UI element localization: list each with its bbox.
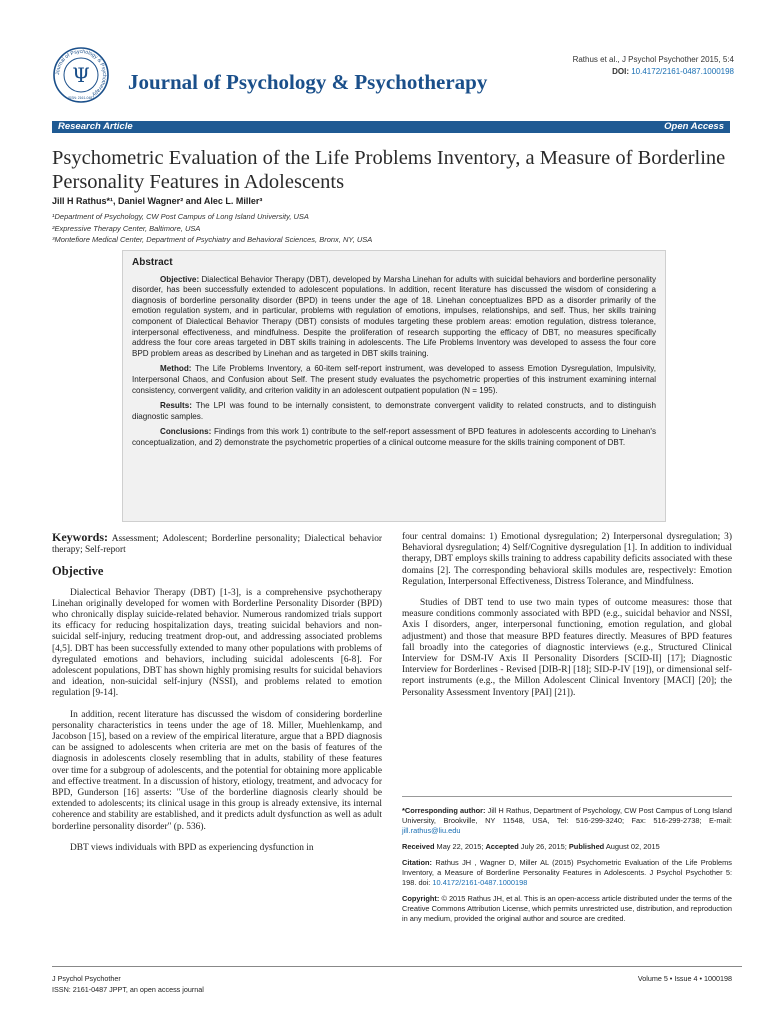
journal-title: Journal of Psychology & Psychotherapy [128, 70, 488, 94]
conclusions-label: Conclusions: [160, 427, 212, 437]
body-right-column [402, 532, 732, 709]
received-label: Received [402, 842, 435, 851]
published-label: Published [568, 842, 605, 851]
article-notes [402, 796, 732, 930]
page-footer [52, 966, 742, 995]
keywords [52, 532, 382, 556]
objective-heading: Objective [52, 564, 104, 579]
footer-volume: Volume 5 • Issue 4 • 1000198 [637, 974, 732, 983]
affiliation: ¹Department of Psychology, CW Post Campus of Long Island University, USA [52, 212, 309, 221]
logo-issn: ISSN: 2161-0487 [67, 96, 95, 100]
journal-header [52, 46, 742, 102]
article-type-banner [52, 121, 730, 133]
affiliations [52, 211, 372, 246]
body-paragraph: In addition, recent literature has discussed the wisdom of considering borderline personality characteristics in teens under the age of 18. Miller, Muehlenkamp, and Jacobson [15], based on a review of the empirical literature, argue that a BPD diagnosis can be assigned to adolescents when criteria are met on the basis of features of the diagnosis in adolescents closely resembling that in adults, stability of these features over time for a subgroup of adolescents, and the potential for obtaining more applicable and effective treatment. In a discussion of history, etiology, treatment, and advocacy for BPD, Gunderson [16] asserts: "Use of the borderline diagnosis clearly should be extended to adolescents; its clinical usage in this group is already extensive, its internal coherence and stability are established, and it predicts adult dysfunction as well as adult borderline personality disorder" (p. 536). [52, 709, 382, 832]
accepted-date: July 26, 2015; [520, 842, 567, 851]
abstract-objective [132, 275, 656, 360]
footer-journal: J Psychol Psychother [52, 974, 121, 983]
method-label: Method: [160, 364, 192, 374]
keywords-label: Keywords: [52, 530, 108, 544]
affiliation: ²Expressive Therapy Center, Baltimore, USA [52, 223, 201, 233]
footer-issn: ISSN: 2161-0487 JPPT, an open access journal [52, 985, 204, 994]
objective-label: Objective: [160, 274, 200, 284]
received-date: May 22, 2015; [436, 842, 484, 851]
research-article-label: Research Article [58, 121, 133, 132]
copyright-label: Copyright: [402, 894, 440, 903]
conclusions-text: Findings from this work 1) contribute to the self-report assessment of BPD features in adolescents according to Linehan's conceptualization, and 2) demonstrate the psychometric properties of a clinical outcome measure for the skills training component of DBT. [132, 427, 657, 447]
body-paragraph: DBT views individuals with BPD as experiencing dysfunction in [70, 842, 314, 853]
doi-link[interactable]: 10.4172/2161-0487.1000198 [631, 67, 734, 76]
journal-logo-icon [52, 46, 110, 104]
logo-ring-text: Journal of Psychology & Psychotherapy [54, 48, 108, 98]
citation-short: Rathus et al., J Psychol Psychother 2015, 5:4 [572, 55, 734, 64]
open-access-label: Open Access [664, 121, 724, 132]
email-link[interactable]: jill.rathus@liu.edu [402, 826, 461, 835]
body-paragraph: Dialectical Behavior Therapy (DBT) [1-3], is a comprehensive psychotherapy Linehan originally developed for women with Borderline Personality Disorder (BPD) who chronically display suicide-related behavior. Numerous randomized trials support its efficacy for reducing hospitalization days, treating suicidal behaviors and non-suicidal self-injury, reducing treatment drop-out, and addressing associated problems [4,5]. DBT has been successfully extended to many other populations with problems of dyregulated emotions and behaviors, including suicidal adolescents [6-8]. For adolescent populations, DBT has shown highly promising results for suicidal behaviors and ideation, non-suicidal self-injury (NSSI), and problems related to emotion regulation [9-14]. [52, 587, 382, 699]
abstract-method [132, 364, 656, 396]
results-label: Results: [160, 401, 192, 411]
corresponding-text: Jill H Rathus, Department of Psychology, CW Post Campus of Long Island University, Brookville, NY 11548, USA, Tel: 516-299-3240; Fax: 516-299-2738; E-mail: [402, 806, 732, 825]
citation-box [573, 54, 734, 78]
svg-text:Ψ: Ψ [72, 63, 90, 87]
objective-text: Dialectical Behavior Therapy (DBT), developed by Marsha Linehan for adults with suicidal behaviors and borderline personality disorder, has been successfully extended to adolescent populations. In addition, recent literature has discussed the wisdom of considering a diagnosis of borderline personality disorder (BPD) in teens under the age of 18. Linehan conceptualizes BPD as a disorder primarily of the emotion regulation system, and in particular, problems with regulation of emotions, impulses, relationships, and self. Thus, her skills training component of Dialectical Behavior Therapy (DBT) consists of modules targeting these problem areas: emotion regulation, distress tolerance, interpersonal effectiveness, and mindfulness. Despite the proliferation of research supporting the efficacy of DBT, no measures specifically address the four core areas targeted in DBT skills training in adolescents. The Life Problems Inventory was developed to assess the four core BPD problem areas as described by Linehan and as targeted in DBT skills training. [132, 274, 657, 358]
citation [402, 858, 732, 888]
article-title: Psychometric Evaluation of the Life Problems Inventory, a Measure of Borderline Personality Features in Adolescents [52, 147, 726, 193]
method-text: The Life Problems Inventory, a 60-item self-report instrument, was developed to assess Emotion Dysregulation, Impulsivity, Interpersonal Chaos, and Confusion about Self. The present study evaluates the psychometric properties of this instrument examining internal consistency, convergent validity, and criterion validity in an adolescent outpatient population (N = 195). [132, 364, 656, 395]
abstract-results [132, 401, 656, 422]
doi-label: DOI: [612, 67, 629, 76]
corresponding-author [402, 806, 732, 836]
body-paragraph: four central domains: 1) Emotional dysregulation; 2) Interpersonal dysregulation; 3) Behavioral dysregulation; 4) Self/Cognitive dysregulation [1]. In addition to individual therapy, DBT employs skills training to address capability deficits associated with these domains [2]. The corresponding behavioral skills modules are, respectively: Emotion Regulation, Interpersonal Effectiveness, Distress Tolerance, and Mindfulness. [402, 532, 732, 587]
body-paragraph: Studies of DBT tend to use two main types of outcome measures: those that measure conditions commonly associated with BPD (e.g., suicidal behavior and NSSI, Axis I disorders, anger, interpersonal functioning, emotion regulation, and global adjustment) and those that measure BPD features directly. Measures of BPD features fall broadly into the categories of diagnostic interviews (e.g., Structured Clinical Interview for DSM-IV Axis II Personality Disorders [SCID-II] [17]; Diagnostic Interview for Borderlines - Revised [DIB-R] [18]; SID-P-IV [19]), or dimensional self-report instruments (e.g., the Millon Adolescent Clinical Inventory [MACI] [20]; the Personality Assessment Inventory [PAI] [21]). [402, 598, 732, 698]
results-text: The LPI was found to be internally consistent, to demonstrate convergent validity to related constructs, and to distinguish diagnostic samples. [132, 401, 656, 421]
keywords-text: Assessment; Adolescent; Borderline personality; Dialectical behavior therapy; Self-report [52, 534, 383, 556]
corresponding-label: *Corresponding author: [402, 806, 486, 815]
accepted-label: Accepted [485, 842, 519, 851]
citation-doi-link[interactable]: 10.4172/2161-0487.1000198 [432, 878, 528, 887]
abstract-box [122, 250, 666, 522]
published-date: August 02, 2015 [605, 842, 660, 851]
copyright [402, 894, 732, 924]
abstract-conclusions [132, 427, 656, 448]
body-left-column [52, 532, 382, 864]
citation-text: Rathus JH , Wagner D, Miller AL (2015) Psychometric Evaluation of the Life Problems Inventory, a Measure of Borderline Personality Features in Adolescents. J Psychol Psychother 5: 198. doi: [402, 858, 732, 887]
affiliation: ³Montefiore Medical Center, Department of Psychiatry and Behavioral Sciences, Bronx, NY, USA [52, 235, 373, 244]
abstract-heading: Abstract [132, 257, 173, 268]
copyright-text: © 2015 Rathus JH, et al. This is an open-access article distributed under the terms of the Creative Commons Attribution License, which permits unrestricted use, distribution, and reproduction in any medium, provided the original author and source are credited. [402, 894, 732, 923]
citation-label: Citation: [402, 858, 432, 867]
author-list: Jill H Rathus*¹, Daniel Wagner² and Alec L. Miller³ [52, 196, 263, 206]
dates [402, 842, 732, 852]
